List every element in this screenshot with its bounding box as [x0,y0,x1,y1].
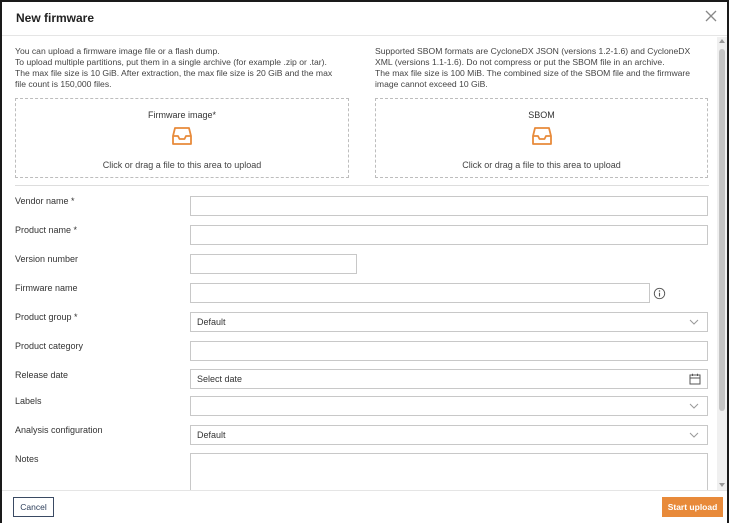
vertical-scrollbar[interactable] [717,37,727,490]
info-line: image cannot exceed 10 GiB. [375,79,488,89]
analysis-configuration-value: Default [197,430,226,440]
release-date-placeholder: Select date [197,374,243,384]
sbom-dropzone-label: SBOM [528,110,555,120]
product-name-input[interactable] [190,225,708,245]
cancel-button[interactable]: Cancel [13,497,54,517]
analysis-configuration-select[interactable] [190,425,708,445]
labels-select[interactable] [190,396,708,416]
vendor-name-label: Vendor name * [15,196,75,206]
dialog-body [2,37,717,490]
version-number-input[interactable] [190,254,357,274]
chevron-down-icon [689,401,699,411]
section-divider [15,185,709,186]
scroll-down-arrow-icon[interactable] [719,483,725,487]
inbox-icon [170,124,194,148]
sbom-dropzone[interactable] [375,98,708,178]
info-line: To upload multiple partitions, put them in a single archive (for example .zip or .tar). [15,57,327,67]
labels-label: Labels [15,396,42,406]
firmware-image-dropzone[interactable] [15,98,349,178]
dialog-title: New firmware [16,11,95,25]
notes-label: Notes [15,454,39,464]
close-icon[interactable] [703,8,719,24]
firmware-dropzone-label: Firmware image* [147,110,216,120]
sbom-upload-info [375,46,690,90]
info-line: The max file size is 10 GiB. After extraction, the max file size is 20 GiB and the max [15,68,333,78]
sbom-dropzone-hint: Click or drag a file to this area to upload [462,160,621,170]
version-number-label: Version number [15,254,79,264]
product-group-value: Default [197,317,226,327]
product-category-label: Product category [15,341,84,351]
info-line: XML (versions 1.1-1.6). Do not compress or put the SBOM file in an archive. [375,57,665,67]
chevron-down-icon [689,317,699,327]
info-line: Supported SBOM formats are CycloneDX JSON (versions 1.2-1.6) and CycloneDX [375,46,691,56]
start-upload-button[interactable]: Start upload [662,497,723,517]
info-line: file count is 150,000 files. [15,79,112,89]
firmware-dropzone-hint: Click or drag a file to this area to upload [102,160,262,170]
scroll-up-arrow-icon[interactable] [719,39,725,43]
analysis-configuration-label: Analysis configuration [15,425,103,435]
info-icon[interactable] [653,287,666,300]
info-line: The max file size is 100 MiB. The combined size of the SBOM file and the firmware [375,68,691,78]
inbox-icon [530,124,554,148]
notes-textarea[interactable] [190,453,708,490]
info-line: You can upload a firmware image file or a flash dump. [15,46,220,56]
product-category-input[interactable] [190,341,708,361]
firmware-name-input[interactable] [190,283,650,303]
product-group-select[interactable] [190,312,708,332]
scrollbar-thumb[interactable] [719,49,725,411]
firmware-name-label: Firmware name [15,283,78,293]
release-date-picker[interactable] [190,369,708,389]
vendor-name-input[interactable] [190,196,708,216]
dialog-header [2,2,727,36]
release-date-label: Release date [15,370,69,380]
firmware-upload-info [15,46,332,90]
dialog-footer [2,490,727,523]
product-name-label: Product name * [15,225,78,235]
chevron-down-icon [689,430,699,440]
product-group-label: Product group * [15,312,78,322]
calendar-icon [689,373,701,385]
